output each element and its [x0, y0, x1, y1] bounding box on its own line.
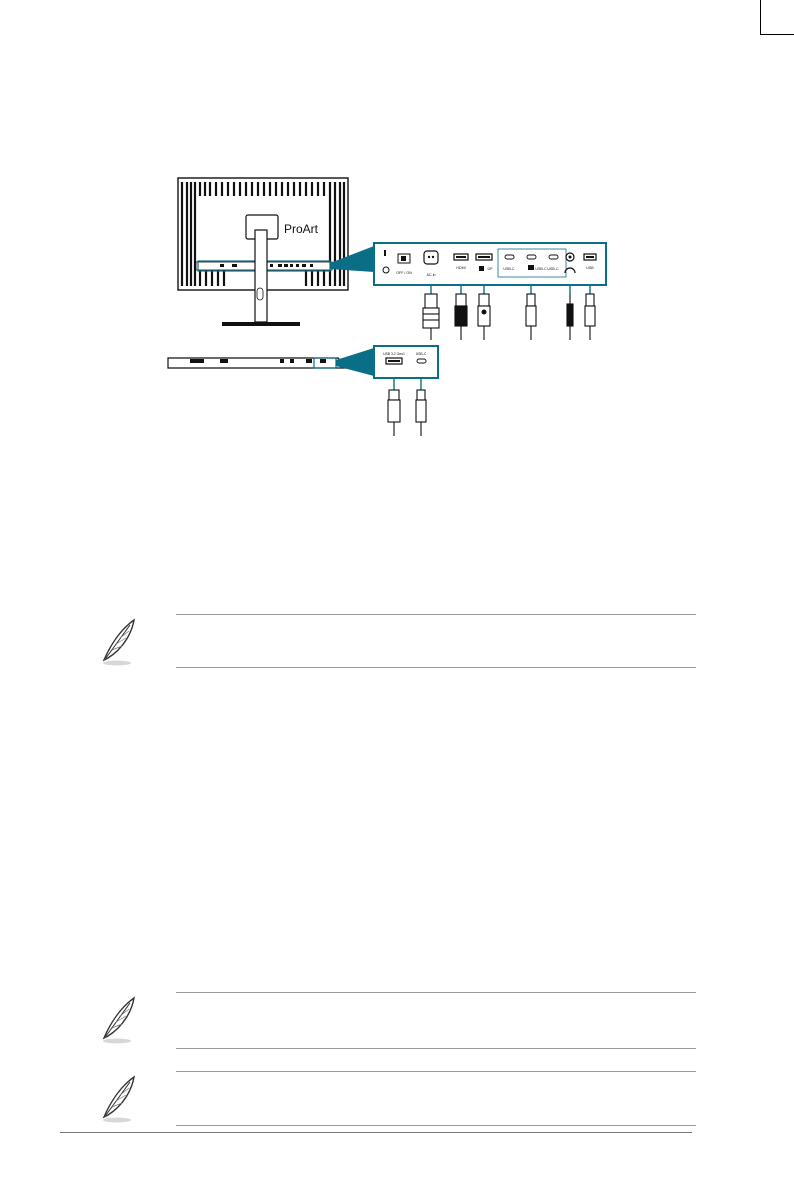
pencil-feather-icon	[94, 1073, 140, 1125]
crop-mark-right	[760, 34, 794, 35]
note-block-1	[90, 614, 696, 670]
monitor-side-view	[168, 346, 438, 378]
note-rule-bottom	[176, 1048, 696, 1049]
note-block-3	[90, 1071, 696, 1127]
port-label-usb-c-3: USB-C	[547, 267, 559, 271]
brand-logo: ProArt	[284, 222, 319, 236]
pencil-feather-icon	[94, 616, 140, 668]
port-label-usb-a: USB	[586, 266, 594, 270]
port-label-usb-c-2: USB-C	[535, 267, 547, 271]
pencil-feather-icon	[94, 994, 140, 1046]
note-rule-bottom	[176, 667, 696, 668]
side-port-label-usb-c: USB-C	[415, 352, 427, 356]
rear-cables	[423, 285, 595, 340]
port-label-ac-in: AC-in	[426, 273, 436, 277]
port-label-usb-c-1: USB-C	[503, 267, 515, 271]
port-label-hdmi: HDMI	[456, 266, 466, 270]
note-block-2	[90, 992, 696, 1050]
side-cables	[388, 378, 426, 436]
note-rule-top	[176, 992, 696, 993]
side-port-label-usb-a: USB 3.2 Gen1	[383, 352, 405, 356]
crop-mark-top	[760, 0, 761, 34]
note-rule-top	[176, 1071, 696, 1072]
rear-port-panel	[374, 243, 606, 285]
note-rule-top	[176, 614, 696, 615]
connection-diagram	[160, 170, 620, 440]
port-label-displayport: DP	[487, 267, 493, 271]
monitor-rear-view	[178, 178, 348, 326]
footer-rule	[60, 1132, 692, 1133]
port-label-power-switch: OFF / ON	[396, 271, 412, 275]
note-rule-bottom	[176, 1125, 696, 1126]
